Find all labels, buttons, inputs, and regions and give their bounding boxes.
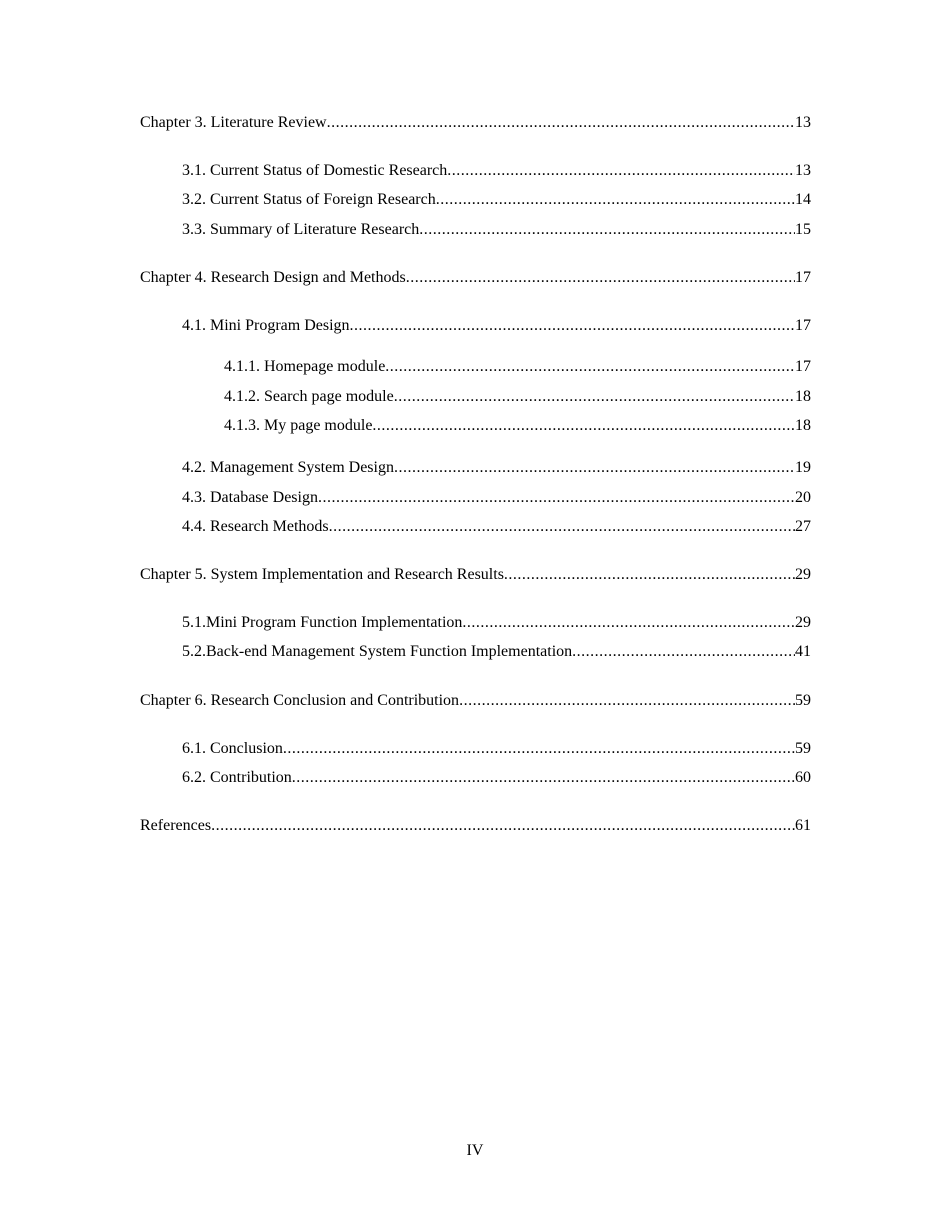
toc-entry-3-3[interactable] [182, 220, 811, 240]
toc-entry-title: 4.1. Mini Program Design [182, 317, 350, 334]
toc-entry-chapter-3[interactable] [140, 113, 811, 133]
toc-dot-leader [459, 691, 795, 711]
toc-entry-title: Chapter 4. Research Design and Methods [140, 269, 406, 286]
toc-entry-title: Chapter 3. Literature Review [140, 114, 327, 131]
toc-entry-page: 20 [795, 489, 811, 506]
toc-entry-page: 19 [795, 459, 811, 476]
toc-entry-4-1-3[interactable] [224, 416, 811, 436]
toc-entry-3-2[interactable] [182, 190, 811, 210]
toc-dot-leader [318, 488, 795, 508]
toc-entry-page: 60 [795, 769, 811, 786]
toc-entry-page: 18 [795, 388, 811, 405]
toc-entry-title: 4.2. Management System Design [182, 459, 394, 476]
toc-dot-leader [292, 768, 795, 788]
toc-entry-4-3[interactable] [182, 488, 811, 508]
toc-entry-chapter-5[interactable] [140, 565, 811, 585]
toc-dot-leader [572, 642, 795, 662]
toc-entry-page: 17 [795, 317, 811, 334]
toc-entry-4-1-1[interactable] [224, 357, 811, 377]
toc-entry-title: Chapter 6. Research Conclusion and Contribution [140, 692, 460, 709]
toc-entry-references[interactable] [140, 816, 811, 836]
toc-dot-leader [419, 220, 795, 240]
toc-dot-leader [436, 190, 795, 210]
toc-dot-leader [372, 416, 795, 436]
toc-dot-leader [394, 387, 795, 407]
toc-entry-page: 18 [795, 417, 811, 434]
toc-entry-title: 6.1. Conclusion [182, 740, 283, 757]
toc-entry-title: References [140, 817, 212, 834]
toc-entry-page: 27 [795, 518, 811, 535]
toc-entry-title: 3.3. Summary of Literature Research [182, 221, 420, 238]
toc-entry-title: 3.1. Current Status of Domestic Research [182, 162, 448, 179]
toc-entry-title: 4.3. Database Design [182, 489, 318, 506]
toc-entry-4-4[interactable] [182, 517, 811, 537]
toc-entry-5-2[interactable] [182, 642, 811, 662]
toc-entry-title: 5.2.Back-end Management System Function Implementation [182, 643, 573, 660]
toc-entry-title: 4.1.3. My page module [224, 417, 373, 434]
toc-entry-title: 4.4. Research Methods [182, 518, 329, 535]
toc-entry-page: 59 [795, 740, 811, 757]
toc-entry-6-1[interactable] [182, 739, 811, 759]
toc-dot-leader [385, 357, 795, 377]
toc-dot-leader [462, 613, 795, 633]
toc-dot-leader [329, 517, 795, 537]
toc-entry-page: 13 [795, 114, 811, 131]
toc-entry-title: 6.2. Contribution [182, 769, 292, 786]
toc-entry-6-2[interactable] [182, 768, 811, 788]
toc-dot-leader [350, 316, 795, 336]
toc-entry-chapter-6[interactable] [140, 691, 811, 711]
toc-entry-page: 15 [795, 221, 811, 238]
toc-dot-leader [283, 739, 795, 759]
toc-entry-page: 17 [795, 269, 811, 286]
toc-entry-title: 4.1.2. Search page module [224, 388, 394, 405]
toc-entry-chapter-4[interactable] [140, 268, 811, 288]
toc-dot-leader [447, 161, 795, 181]
toc-entry-page: 14 [795, 191, 811, 208]
toc-entry-4-1[interactable] [182, 316, 811, 336]
toc-entry-title: 4.1.1. Homepage module [224, 358, 386, 375]
toc-entry-title: 5.1.Mini Program Function Implementation [182, 614, 463, 631]
toc-dot-leader [504, 565, 795, 585]
toc-entry-page: 13 [795, 162, 811, 179]
toc-dot-leader [327, 113, 795, 133]
page-number-footer: IV [466, 1142, 484, 1159]
toc-entry-page: 59 [795, 692, 811, 709]
toc-entry-page: 29 [795, 566, 811, 583]
toc-entry-title: Chapter 5. System Implementation and Research Results [140, 566, 504, 583]
toc-dot-leader [211, 816, 795, 836]
toc-entry-title: 3.2. Current Status of Foreign Research [182, 191, 436, 208]
toc-entry-4-1-2[interactable] [224, 387, 811, 407]
toc-entry-4-2[interactable] [182, 458, 811, 478]
toc-dot-leader [394, 458, 795, 478]
toc-entry-3-1[interactable] [182, 161, 811, 181]
toc-entry-page: 17 [795, 358, 811, 375]
toc-entry-page: 61 [795, 817, 811, 834]
toc-entry-page: 41 [795, 643, 811, 660]
toc-entry-page: 29 [795, 614, 811, 631]
toc-entry-5-1[interactable] [182, 613, 811, 633]
toc-dot-leader [406, 268, 795, 288]
